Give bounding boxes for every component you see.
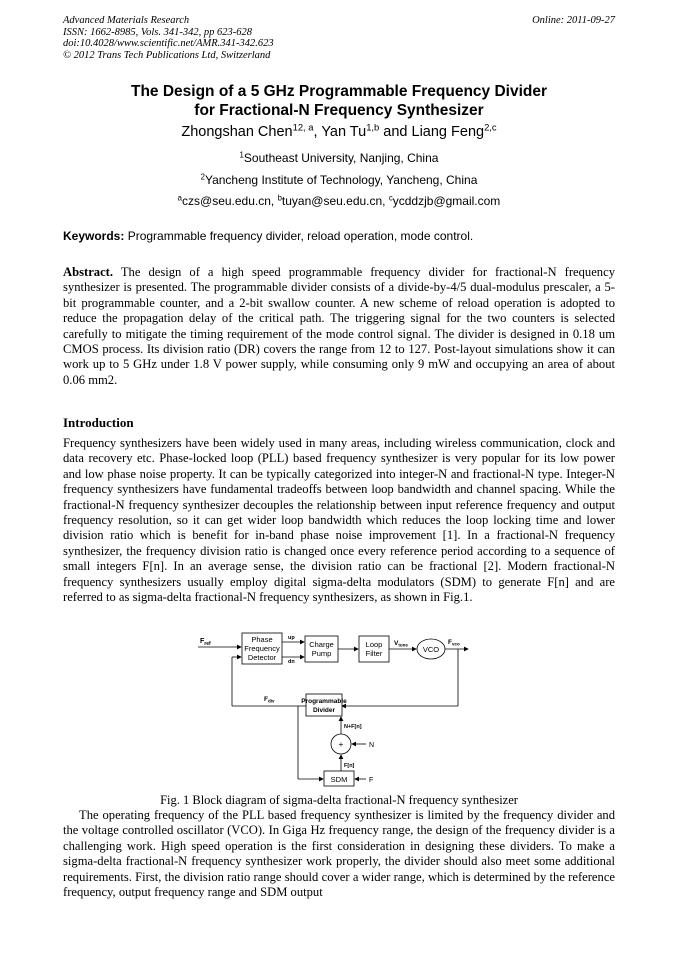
affiliation-text: Southeast University, Nanjing, China: [243, 151, 439, 165]
vtune-label: $V_{tune}$: [394, 640, 408, 648]
pfd-label-2: Frequency: [244, 644, 280, 653]
online-date: Online: 2011-09-27: [532, 15, 615, 26]
intro-paragraph-2: The operating frequency of the PLL based frequency synthesizer is limited by the frequency divider and the voltage controlled oscillator (VCO). In Giga Hz frequency range, the design of the frequency divider is a challenging work. High speed operation is the first consideration in designing these dividers. To make a sigma-delta fractional-N frequency synthesizer work properly, the divider should also meet some additional requirements. First, the division ratio range should cover a wider range, which is determined by the reference frequency, output frequency range and SDM output: [63, 808, 615, 900]
affiliation-text: Yancheng Institute of Technology, Yancheng, China: [204, 173, 478, 187]
block-diagram-figure: [196, 630, 496, 792]
copyright: © 2012 Trans Tech Publications Ltd, Switzerland: [63, 49, 271, 61]
divider-label-1: Programmable: [301, 698, 347, 705]
keywords: [63, 229, 615, 243]
affiliation-sup: 2: [200, 172, 205, 182]
paper-title-line1: The Design of a 5 GHz Programmable Frequency Divider: [130, 83, 548, 100]
email-line: [0, 194, 678, 208]
email-a: czs@seu.edu.cn,: [182, 194, 278, 208]
author-sup: 12, a: [292, 121, 314, 133]
intro-paragraph-1: Frequency synthesizers have been widely used in many areas, including wireless communication, clock and data recovery etc. Phase-locked loop (PLL) based frequency synthesizer is very popular for its low power and low phase noise property. It can be typically categorized into integer-N and fractional-N type. Integer-N frequency synthesizers have fundamental tradeoffs between loop bandwidth and channel spacing. While the fractional-N frequency synthesizer decouples the relationship between input reference frequency and output frequency resolution, so it can get wider loop bandwidth which reduces the loop locking time and lower division ratio which is benefit for in-band phase noise improvement [1]. In a fractional-N frequency synthesizer, the frequency division ratio is changed once every reference period according to a sequence of small integers F[n]. In an average sense, the division ratio can be fractional [2]. Modern fractional-N frequency synthesizers usually employ digital sigma-delta modulators (SDM) to generate F[n] and are referred to as sigma-delta fractional-N frequency synthesizers, as shown in Fig.1.: [63, 436, 615, 605]
author-name: Yan Tu: [321, 124, 367, 140]
divider-label-2: Divider: [312, 707, 336, 714]
abstract-text: The design of a high speed programmable frequency divider for fractional-N frequency synthesizer is presented. The programmable divider consists of a divide-by-4/5 dual-modulus prescaler, a 5-bit programmable counter, and a 2-bit swallow counter. A new scheme of reload operation is adopted to reduce the propagation delay of the critical path. The triggering signal for the two counters is selected carefully to mitigate the timing requirement of the mode control signal. The divider is designed in 0.18 um CMOS process. Its division ratio (DR) covers the range from 12 to 127. Post-layout simulations show it can work up to 5 GHz under 1.8 V power supply, while consuming only 9 mW and occupying an area of about 0.06 mm2.: [63, 265, 615, 387]
author-name: Liang Feng: [411, 124, 485, 140]
journal-header: [63, 15, 615, 61]
pfd-label-3: Detector: [247, 653, 277, 662]
abstract: [63, 265, 615, 388]
abstract-label: Abstract.: [63, 265, 114, 279]
issn: ISSN: 1662-8985, Vols. 341-342, pp 623-628: [63, 26, 252, 38]
lf-label-2: Filter: [365, 649, 383, 658]
email-c: ycddzjb@gmail.com: [392, 194, 501, 208]
up-label: up: [288, 635, 295, 641]
cp-label-2: Pump: [311, 649, 332, 658]
author-list: [0, 121, 678, 140]
lf-label-1: Loop: [365, 640, 383, 649]
nfn-label: N+F[n]: [344, 724, 362, 730]
author-name: Zhongshan Chen: [181, 124, 293, 140]
journal-name: Advanced Materials Research: [63, 15, 190, 26]
fdiv-label: $F_{div}$: [264, 696, 275, 704]
fn-label: F[n]: [344, 763, 355, 769]
cp-label-1: Charge: [309, 640, 334, 649]
email-sup: b: [277, 193, 282, 203]
section-heading-introduction: Introduction: [63, 415, 134, 430]
f-label: F: [369, 777, 374, 784]
email-sup: a: [177, 193, 183, 203]
affiliation-1: [0, 151, 678, 165]
affiliation-sup: 1: [239, 150, 244, 160]
figure-caption: Fig. 1 Block diagram of sigma-delta fractional-N frequency synthesizer: [160, 793, 518, 807]
email-b: tuyan@seu.edu.cn,: [281, 194, 389, 208]
fvco-label: $F_{vco}$: [448, 639, 460, 647]
adder-plus: +: [338, 740, 344, 749]
keywords-text: Programmable frequency divider, reload operation, mode control.: [124, 229, 474, 243]
email-sup: c: [388, 193, 393, 203]
author-separator: ,: [313, 124, 322, 140]
author-separator: and: [379, 124, 412, 140]
n-label: N: [369, 742, 375, 749]
vco-label: VCO: [422, 645, 440, 654]
sdm-label: SDM: [330, 775, 348, 784]
dn-label: dn: [288, 659, 295, 665]
pfd-label-1: Phase: [251, 635, 273, 644]
paper-title-line2: for Fractional-N Frequency Synthesizer: [194, 102, 484, 119]
author-sup: 2,c: [484, 121, 497, 133]
affiliation-2: [0, 173, 678, 187]
fref-label: $F_{ref}$: [200, 638, 211, 647]
author-sup: 1,b: [366, 121, 380, 133]
doi: doi:10.4028/www.scientific.net/AMR.341-342.623: [63, 38, 274, 49]
keywords-label: Keywords:: [63, 229, 125, 243]
